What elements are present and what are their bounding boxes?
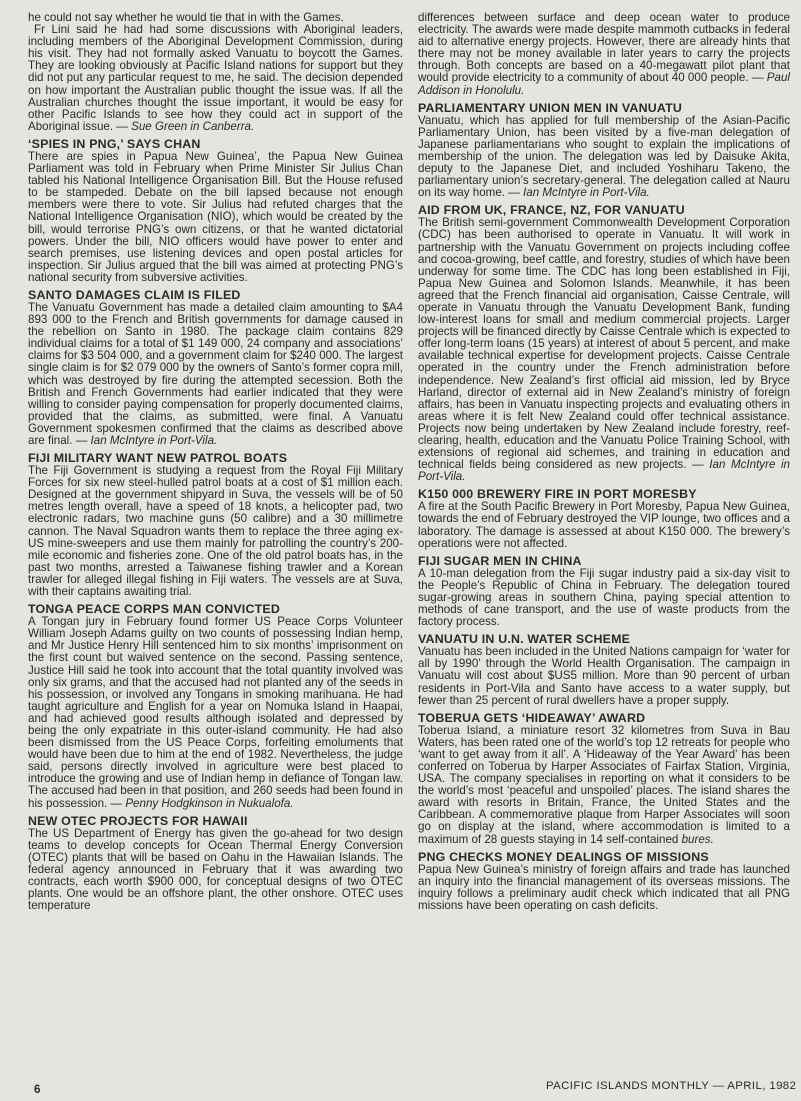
- byline: Ian McIntyre in Port-Vila.: [418, 458, 790, 484]
- article-body: A Tongan jury in February found former US Peace Corps Volunteer William Joseph Adams guilty on two counts of possessing Indian hemp, and Mr Justice Henry Hill sentenced him to six months’ imprisonment on the first count but waived sentence on the second. Passing sentence, Justice Hill said he took into account that the total quantity involved was only six grams, and that the accused had not planted any of the seeds in his possession, or involved any Tongans in smoking marihuana. He had taught agriculture and English for a year on Nomuka Island in Haapai, and had achieved good results although isolated and depressed by being the only expatriate in this outer-island community. He had also been dismissed from the US Peace Corps, forfeiting emoluments that would have been due to him at the end of 1982. Nevertheless, the judge said, persons directly involved in agriculture were best placed to introduce the growing and use of Indian hemp in defiance of Tongan law. The accused had been in that position, and 260 seeds had been found in his possession. —: [28, 615, 403, 810]
- article-headline: TONGA PEACE CORPS MAN CONVICTED: [28, 602, 280, 617]
- article-headline: AID FROM UK, FRANCE, NZ, FOR VANUATU: [418, 203, 685, 218]
- article-body: The British semi-government Commonwealth Development Corporation (CDC) has been authorised to operate in Vanuatu. It will work in partnership with the Vanuatu Government on projects including coffee and cocoa-growing, beef cattle, and forestry, studies of which have been underway for some time. The CDC has long been established in Fiji, Papua New Guinea and Solomon Islands. Meanwhile, it has been agreed that the French financial aid organisation, Caisse Centrale, will operate in Vanuatu through the Vanuatu Development Bank, funding low-interest loans for small and medium commercial projects. Larger projects will be financed directly by Caisse Centrale which is expected to offer long-term loans (15 years) at interest of about 5 percent, and make available technical expertise for development projects. Caisse Centrale operated in the country under the French administration before independence. New Zealand’s first official aid mission, led by Bryce Harland, director of external aid in New Zealand’s ministry of foreign affairs, has been in Vanuatu inspecting projects and evaluating others in areas where it is felt New Zealand could offer technical assistance. Projects now being undertaken by New Zealand include forestry, reef-clearing, health, education and the Vanuatu Police Training School, with extensions of regional aid schemes, and training in education and technical fields being considered as new projects. —: [418, 216, 790, 472]
- article-body: Vanuatu, which has applied for full membership of the Asian-Pacific Parliamentary Union, has been visited by a five-man delegation of Japanese parliamentarians who sought to explain the implications of membership of the union. The delegation was led by Daisuke Akita, deputy to the Japanese Diet, and included Yoshiharu Takeno, the parliamentary union’s secretary-general. The delegation called at Nauru on its way home. —: [418, 113, 790, 200]
- article-text: [418, 725, 790, 846]
- article-body: Toberua Island, a miniature resort 32 kilometres from Suva in Bau Waters, has been rated one of the world’s top 12 retreats for people who ‘want to get away from it all’. A ‘Hideaway of the Year Award’ has been conferred on Toberua by Harper Associates of Fairfax Station, Virginia, USA. The company specialises in reporting on what it considers to be the world’s most ‘peaceful and unspoiled’ places. The island shares the award with resorts in Britain, France, the United States and the Caribbean. A commemorative plaque from Harper Associates will soon go on display at the island, where accommodation is limited to a maximum of 28 guests staying in 14 self-contained: [418, 723, 790, 846]
- article-text: [418, 217, 790, 483]
- article-body: Vanuatu has been included in the United Nations campaign for ‘water for all by 1990’ through the World Health Organisation. The campaign in Vanuatu will cost about $US5 million. More than 90 percent of urban residents in Port-Vila and Santo have access to a water supply, but fewer than 25 percent of rural dwellers have a proper supply.: [418, 645, 790, 707]
- article-headline: K150 000 BREWERY FIRE IN PORT MORESBY: [418, 487, 697, 502]
- article-body: A fire at the South Pacific Brewery in Port Moresby, Papua New Guinea, towards the end of February destroyed the VIP lounge, two offices and a laboratory. The damage is assessed at about K150 000. The brewery’s operations were not affected.: [418, 500, 790, 550]
- article-text: [418, 115, 790, 200]
- article-text: he could not say whether he would tie that in with the Games.: [28, 11, 344, 24]
- article-text: [28, 302, 403, 447]
- article-headline: PARLIAMENTARY UNION MEN IN VANUATU: [418, 100, 683, 115]
- article-text: [28, 616, 403, 810]
- article-body: differences between surface and deep ocean water to produce electricity. The awards were made despite mammoth cutbacks in federal aid to alternative energy projects. However, there are already hints that there may not be money available in later years to carry the projects through. Both concepts are based on a 40-megawatt pilot plant that would provide electricity to a community of about 40 000 people. —: [418, 11, 790, 85]
- byline: Penny Hodgkinson in Nukualofa.: [125, 796, 294, 810]
- article-headline: FIJI MILITARY WANT NEW PATROL BOATS: [28, 451, 288, 466]
- byline: Sue Green in Canberra.: [131, 119, 255, 133]
- italic-word: bures.: [681, 832, 714, 846]
- left-column: [28, 12, 403, 912]
- article-headline: VANUATU IN U.N. WATER SCHEME: [418, 632, 631, 647]
- article-headline: SANTO DAMAGES CLAIM IS FILED: [28, 287, 241, 302]
- article-headline: NEW OTEC PROJECTS FOR HAWAII: [28, 813, 248, 828]
- byline: Ian McIntyre in Port-Vila.: [523, 186, 650, 200]
- article-body: Fr Lini said he had had some discussions with Aboriginal leaders, including members of the Aboriginal Development Commission, during his visit. They had not formally asked Vanuatu to boycott the Games. They are looking obviously at Pacific Island nations for support but they did not put any particular request to me, he said. The decision depended on how important the Australian public thought the issue was. If all the Australian churches thought the issue important, it would be easy for other Pacific Islands to see how they could act in support of the Aboriginal issue. —: [28, 23, 403, 133]
- byline: Paul Addison in Honolulu.: [418, 71, 790, 97]
- article-body: A 10-man delegation from the Fiji sugar industry paid a six-day visit to the People’s Republic of China in February. The delegation toured sugar-growing areas in southern China, paying special attention to methods of cane transport, and the use of waste products from the factory process.: [418, 566, 790, 629]
- running-footer: PACIFIC ISLANDS MONTHLY — APRIL, 1982: [546, 1080, 797, 1092]
- article-headline: TOBERUA GETS ‘HIDEAWAY’ AWARD: [418, 710, 646, 725]
- page-number: 6: [34, 1084, 41, 1096]
- article-body: Papua New Guinea’s ministry of foreign affairs and trade has launched an inquiry into the financial management of its overseas missions. The inquiry follows a preliminary audit check which indicated that all PNG missions have been operating on cash deficits.: [418, 862, 790, 912]
- article-text: [418, 12, 790, 97]
- article-headline: PNG CHECKS MONEY DEALINGS OF MISSIONS: [418, 849, 709, 864]
- article-headline: ‘SPIES IN PNG,’ SAYS CHAN: [28, 136, 201, 151]
- right-column: [418, 12, 790, 912]
- article-body: There are spies in Papua New Guinea’, the Papua New Guinea Parliament was told in February when Prime Minister Sir Julius Chan tabled his National Intelligence Organisation Bill. But the House refused to be stampeded. Debate on the bill lapsed because not enough members were there to vote. Sir Julius had refuted charges that the National Intelligence Organisation (NIO), which would be created by the bill, would terrorise PNG’s own citizens, or that he wanted dictatorial powers. Under the bill, NIO officers would have power to enter and search premises, use listening devices and open postal articles for inspection. Sir Julius argued that the bill was aimed at protecting PNG’s national security from subversive activities.: [28, 149, 403, 284]
- article-body: The Fiji Government is studying a request from the Royal Fiji Military Forces for six new steel-hulled patrol boats at a cost of $1 million each. Designed at the government shipyard in Suva, the vessels will be of 50 metres length overall, have a speed of 18 knots, a helicopter pad, two electronic radars, two machine guns (50 calibre) and a 30 millimetre cannon. The Naval Squadron wants them to replace the three aging ex-US mine-sweepers and use them mainly for patrolling the country’s 200-mile economic and fisheries zone. One of the old patrol boats has, in the past two months, arrested a Taiwanese fishing trawler and a Korean trawler for alleged illegal fishing in Fiji waters. The vessels are at Suva, with their captains awaiting trial.: [28, 464, 403, 599]
- article-body: The Vanuatu Government has made a detailed claim amounting to $A4 893 000 to the French and British governments for damage caused in the rebellion on Santo in 1980. The package claim contains 829 individual claims for a total of $1 149 000, 24 company and associations’ claims for $3 504 000, and a government claim for $240 000. The largest single claim is for $2 079 000 by the owners of Santo’s former copra mill, which was destroyed by fire during the attempted secession. Both the British and French Governments had earlier indicated that they were willing to consider paying compensation for properly documented claims, provided that the claims, as submitted, were final. A Vanuatu Government spokesmen confirmed that the claims as described above are final. —: [28, 300, 403, 447]
- article-body: The US Department of Energy has given the go-ahead for two design teams to develop concepts for Ocean Thermal Energy Conversion (OTEC) plants that will be based on Oahu in the Hawaiian Islands. The federal agency announced in February that it was awarding two contracts, each worth $900 000, for conceptual designs of two OTEC plants. One would be an offshore plant, the other onshore. OTEC uses temperature: [28, 826, 403, 913]
- article-headline: FIJI SUGAR MEN IN CHINA: [418, 553, 582, 568]
- article-text: [28, 24, 403, 133]
- byline: Ian McIntyre in Port-Vila.: [90, 434, 218, 447]
